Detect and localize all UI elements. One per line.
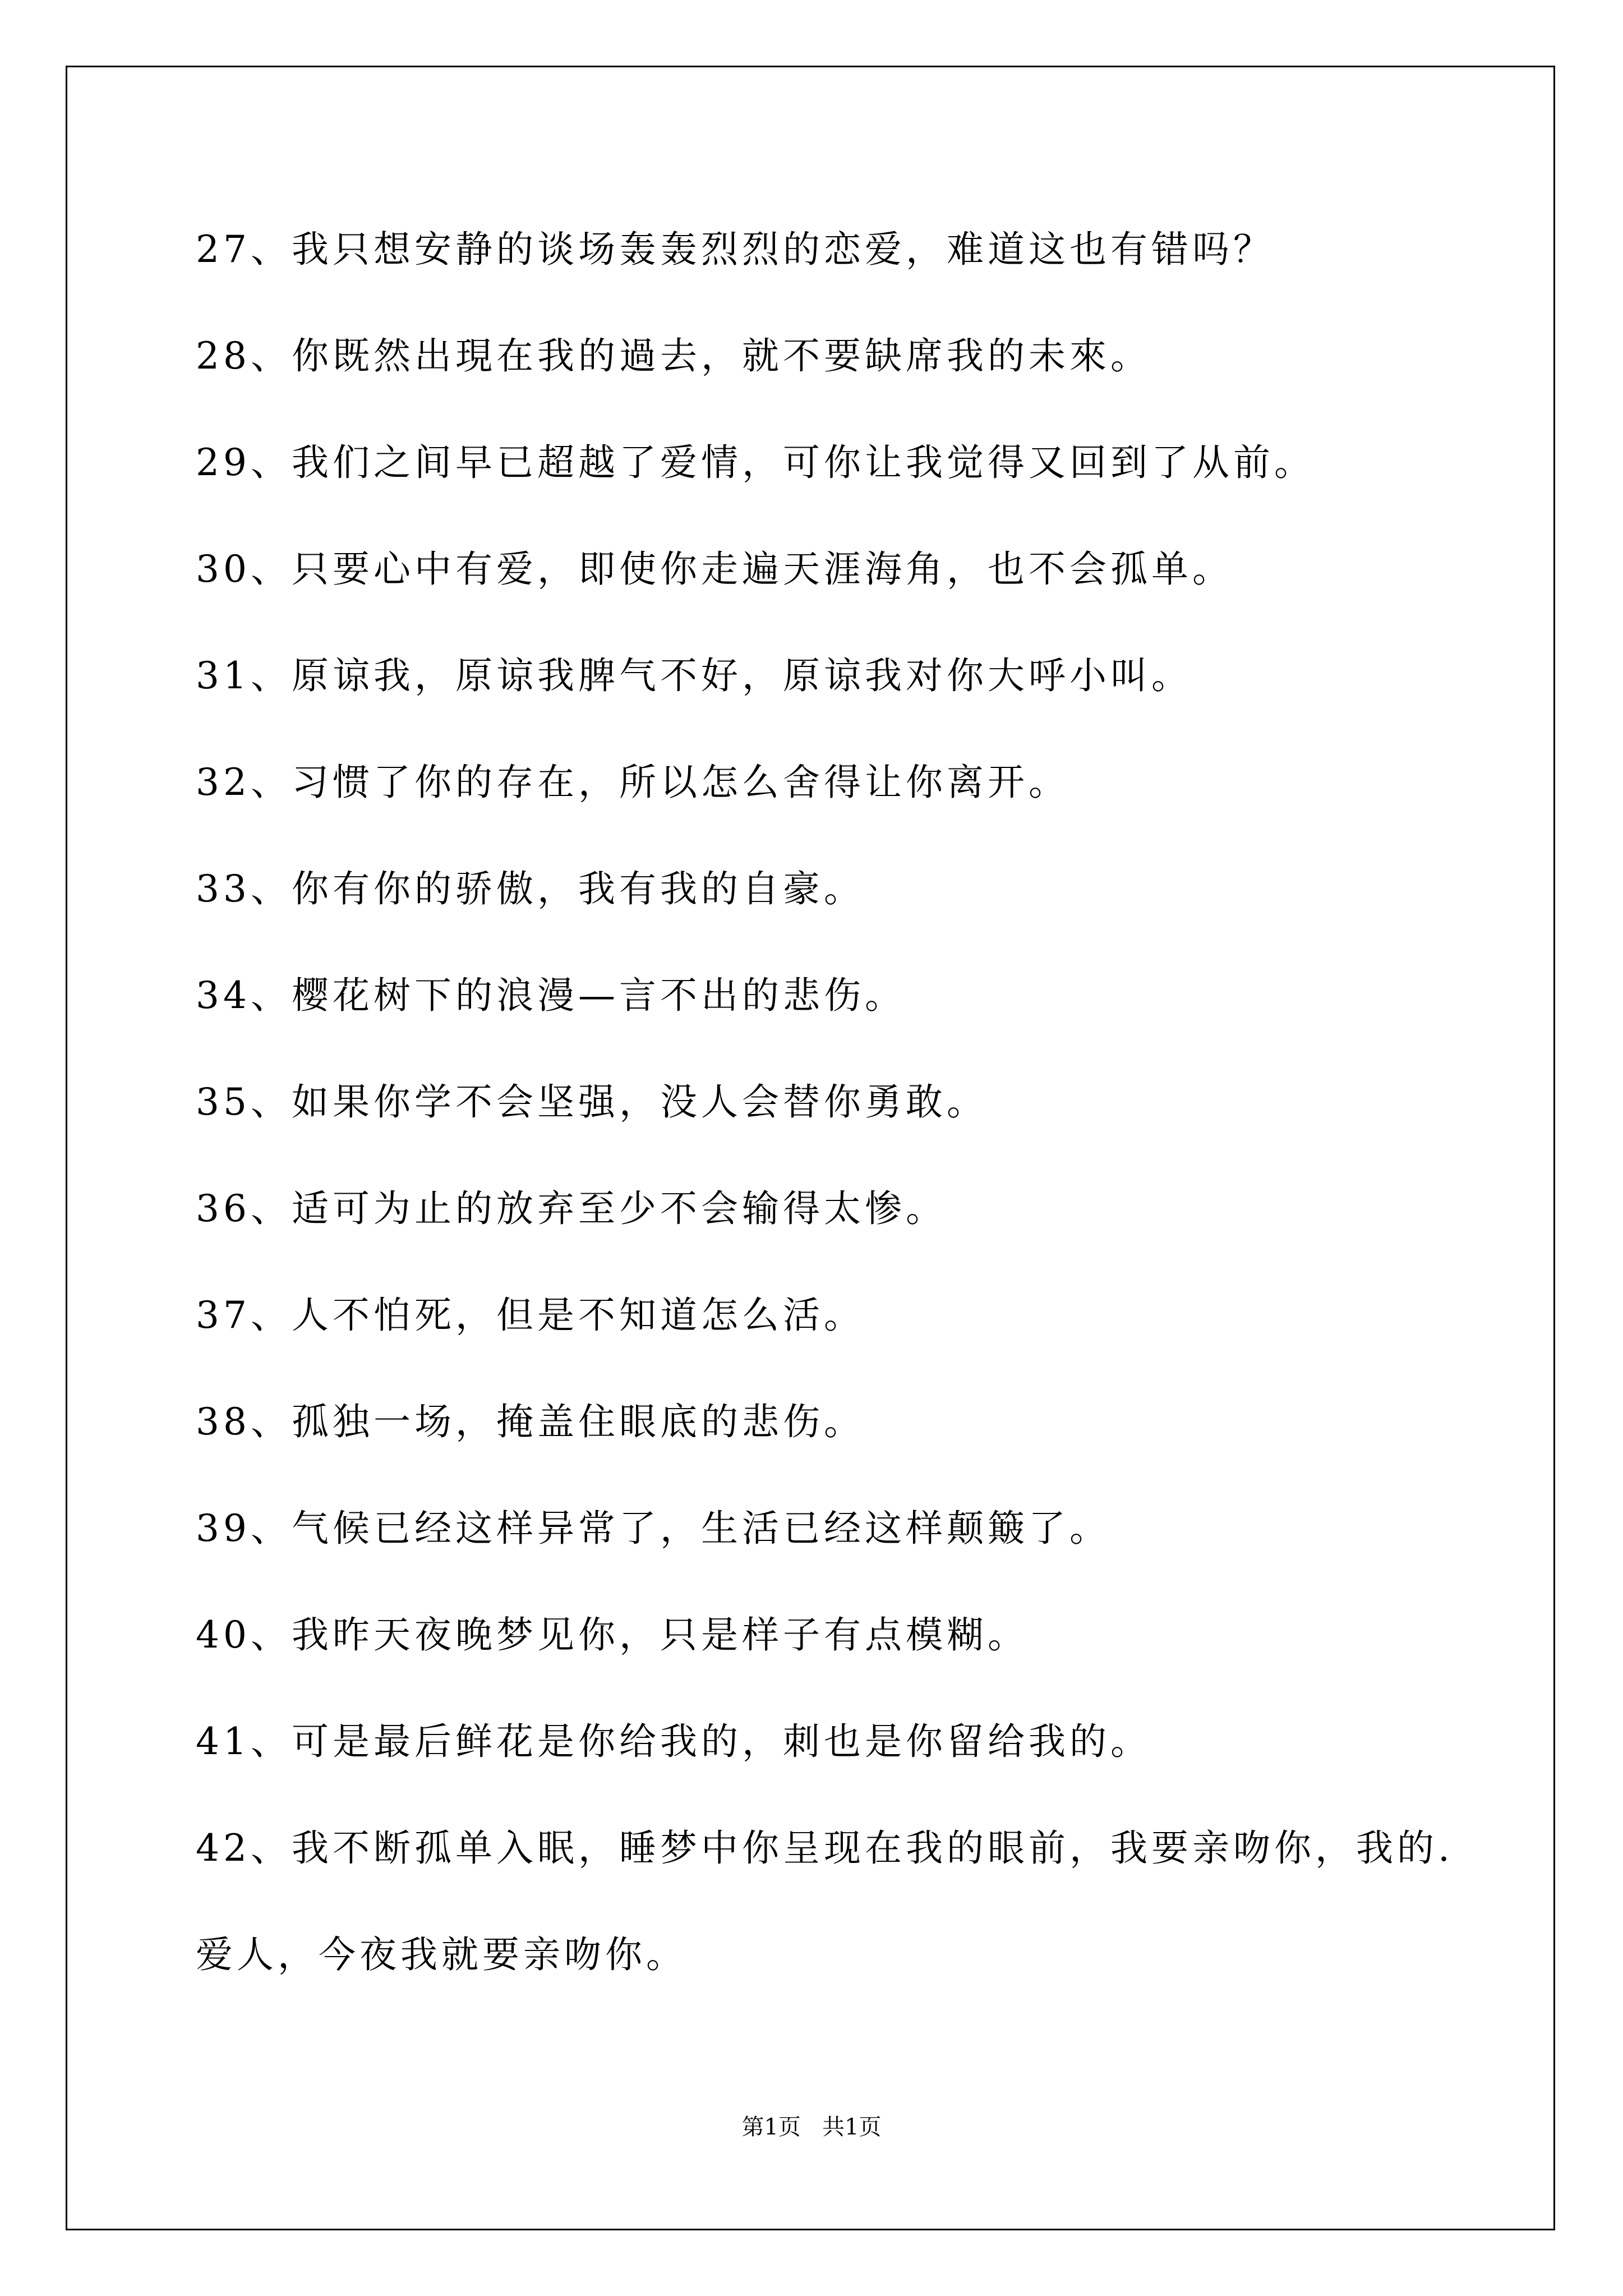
text-line: 35、如果你学不会坚强，没人会替你勇敢。 [196,1080,988,1124]
text-line: 32、习惯了你的存在，所以怎么舍得让你离开。 [196,761,1069,804]
page-border [66,66,1555,2230]
text-line: 36、适可为止的放弃至少不会输得太惨。 [196,1187,947,1230]
text-line: 37、人不怕死，但是不知道怎么活。 [196,1294,865,1337]
text-line: 42、我不断孤单入眠，睡梦中你呈现在我的眼前，我要亲吻你，我的. [196,1826,1454,1870]
page-footer: 第1页 共1页 [741,2114,882,2140]
text-line: 40、我昨天夜晚梦见你，只是样子有点模糊。 [196,1613,1029,1657]
text-line: 28、你既然出現在我的過去，就不要缺席我的未來。 [196,334,1151,378]
text-line: 31、原谅我，原谅我脾气不好，原谅我对你大呼小叫。 [196,654,1192,697]
text-line: 爱人，今夜我就要亲吻你。 [196,1933,687,1976]
text-line: 39、气候已经这样异常了，生活已经这样颠簸了。 [196,1507,1110,1550]
text-line: 27、我只想安静的谈场轰轰烈烈的恋爱，难道这也有错吗？ [196,228,1274,271]
text-line: 34、樱花树下的浪漫—言不出的悲伤。 [196,974,906,1017]
text-line: 29、我们之间早已超越了爱情，可你让我觉得又回到了从前。 [196,441,1315,484]
text-line: 41、可是最后鲜花是你给我的，刺也是你留给我的。 [196,1720,1151,1763]
text-line: 38、孤独一场，掩盖住眼底的悲伤。 [196,1400,865,1443]
text-line: 30、只要心中有爱，即使你走遍天涯海角，也不会孤单。 [196,547,1233,591]
text-line: 33、你有你的骄傲，我有我的自豪。 [196,867,865,910]
